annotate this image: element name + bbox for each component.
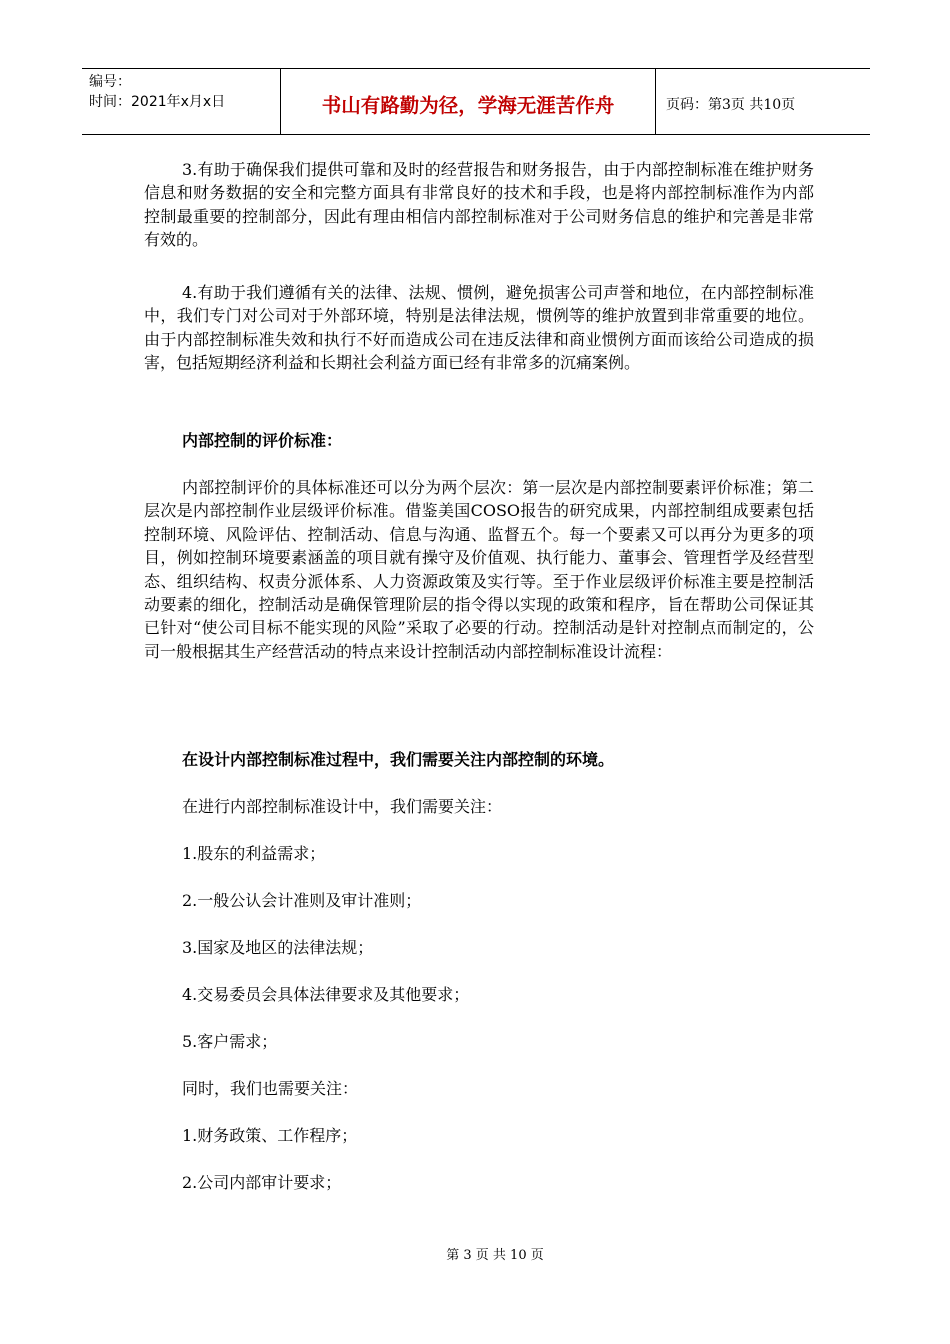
header-page-info: 页码：第3页 共10页 <box>666 96 796 113</box>
header-meta-cell <box>82 69 281 134</box>
list-item: 5.客户需求； <box>182 1032 278 1051</box>
paragraph-2: 4.有助于我们遵循有关的法律、法规、惯例，避免损害公司声誉和地位，在内部控制标准中，我们专门对公司对于外部环境，特别是法律法规，惯例等的维护放置到非常重要的地位。由于内部控制标准失效和执行不好而造成公司在违反法律和商业惯例方面而该给公司造成的损害，包括短期经济利益和长期社会利益方面已经有非常多的沉痛案例。 <box>144 283 814 373</box>
paragraph-3: 内部控制评价的具体标准还可以分为两个层次：第一层次是内部控制要素评价标准；第二层次是内部控制作业层级评价标准。借鉴美国COSO报告的研究成果，内部控制组成要素包括控制环境、风险评估、控制活动、信息与沟通、监督五个。每一个要素又可以再分为更多的项目，例如控制环境要素涵盖的项目就有操守及价值观、执行能力、董事会、管理哲学及经营型态、组织结构、权责分派体系、人力资源政策及实行等。至于作业层级评价标准主要是控制活动要素的细化，控制活动是确保管理阶层的指令得以实现的政策和程序，旨在帮助公司保证其已针对“使公司目标不能实现的风险”采取了必要的行动。控制活动是针对控制点而制定的，公司一般根据其生产经营活动的特点来设计控制活动内部控制标准设计流程： <box>144 478 814 661</box>
page-footer: 第 3 页 共 10 页 <box>446 1248 544 1263</box>
list-item: 3.国家及地区的法律法规； <box>182 938 374 957</box>
paragraph-1: 3.有助于确保我们提供可靠和及时的经营报告和财务报告，由于内部控制标准在维护财务信息和财务数据的安全和完整方面具有非常良好的技术和手段，也是将内部控制标准作为内部控制最重要的控制部分，因此有理由相信内部控制标准对于公司财务信息的维护和完善是非常有效的。 <box>144 160 814 250</box>
list-item: 2.一般公认会计准则及审计准则； <box>182 891 422 910</box>
header-motto: 书山有路勤为径，学海无涯苦作舟 <box>281 69 656 134</box>
document-date-label: 时间：2021年x月x日 <box>89 94 226 110</box>
section-heading-evaluation-standards: 内部控制的评价标准： <box>182 431 343 450</box>
list-item: 1.股东的利益需求； <box>182 844 326 863</box>
list-item: 2.公司内部审计要求； <box>182 1173 342 1192</box>
list-intro-2: 同时，我们也需要关注： <box>182 1079 359 1098</box>
list-item: 4.交易委员会具体法律要求及其他要求； <box>182 985 470 1004</box>
page-header <box>82 68 870 135</box>
list-intro-1: 在进行内部控制标准设计中，我们需要关注： <box>182 797 503 816</box>
section-heading-design-environment: 在设计内部控制标准过程中，我们需要关注内部控制的环境。 <box>182 750 615 769</box>
document-number-label: 编号： <box>89 74 131 90</box>
list-item: 1.财务政策、工作程序； <box>182 1126 358 1145</box>
